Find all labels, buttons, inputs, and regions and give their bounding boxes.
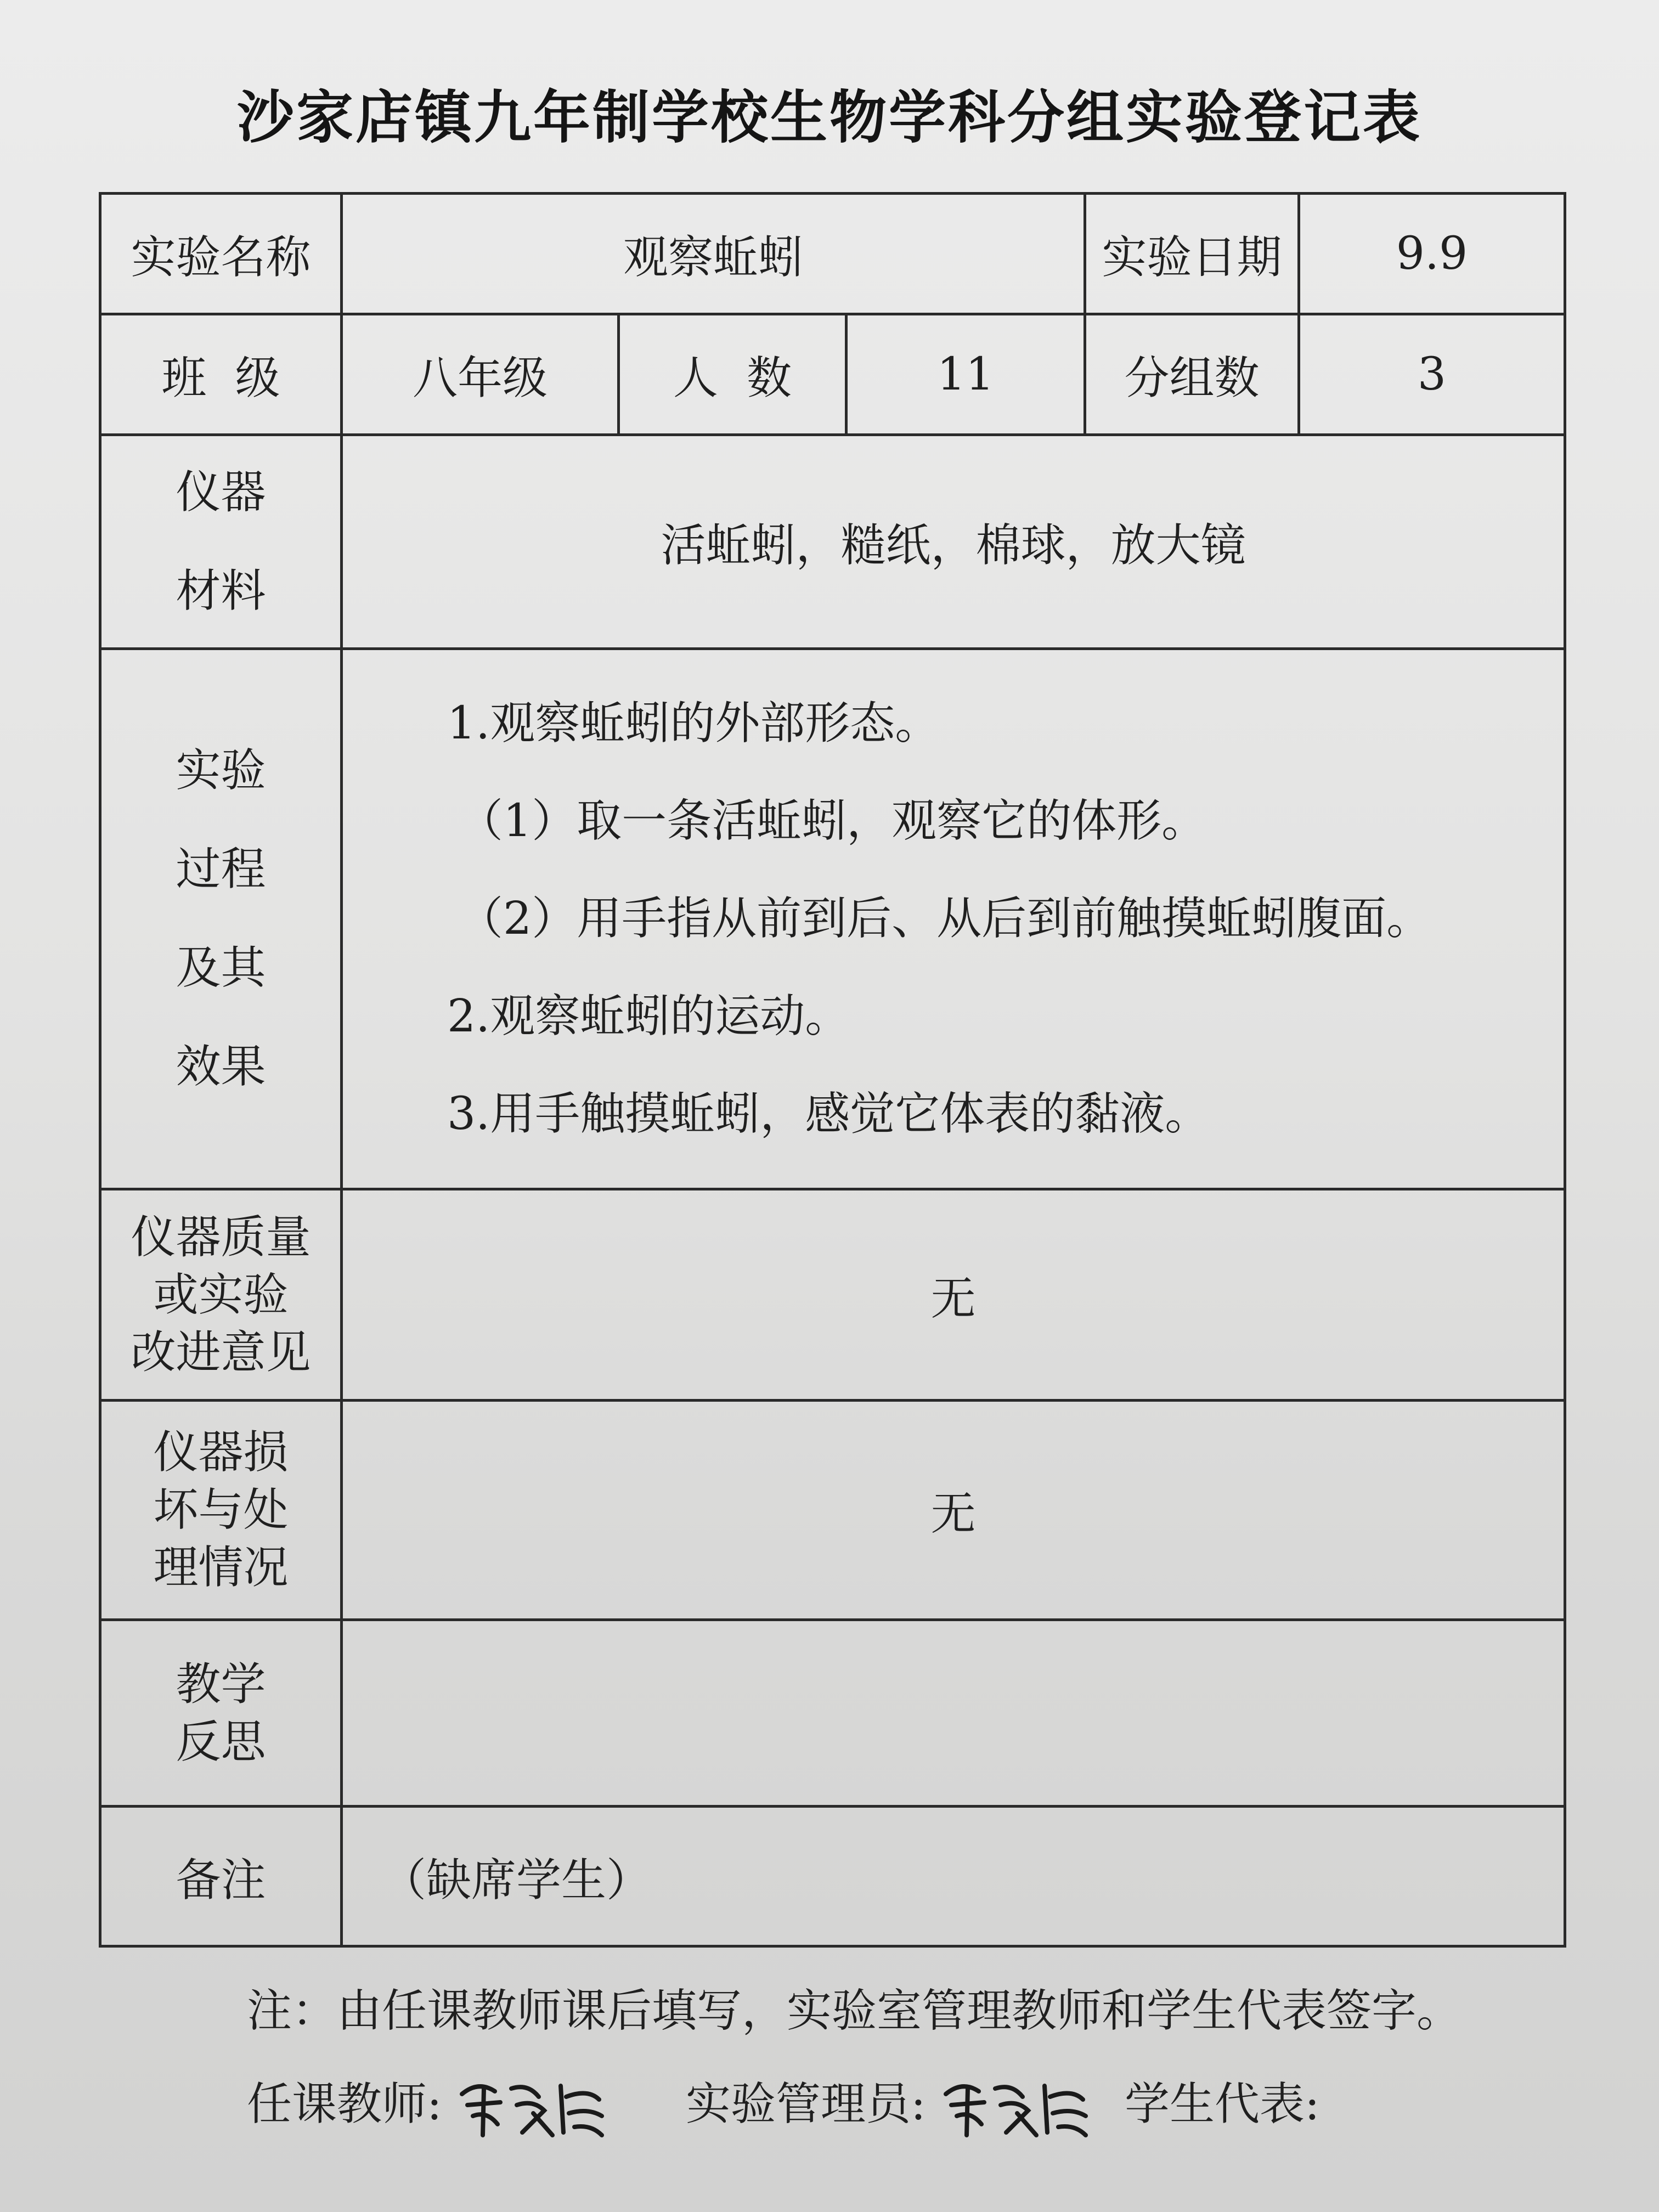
quality-label-line: 改进意见 (131, 1326, 311, 1379)
reflection-value (342, 1620, 1565, 1807)
remarks-label: 备注 (100, 1807, 342, 1946)
row-process (100, 649, 1565, 1189)
process-label-line: 及其 (176, 942, 266, 994)
damage-label-line: 仪器损 (153, 1426, 289, 1479)
process-label-line: 过程 (176, 843, 266, 895)
experiment-date-label: 实验日期 (1085, 194, 1299, 314)
student-count-label: 人 数 (619, 314, 847, 435)
reflection-label-line: 反思 (176, 1716, 266, 1768)
process-content (342, 649, 1565, 1189)
teacher-signature-block (247, 2068, 610, 2143)
quality-label-line: 或实验 (153, 1268, 289, 1321)
group-count-value: 3 (1299, 314, 1565, 435)
row-reflection (100, 1620, 1565, 1807)
materials-label (100, 435, 342, 649)
row-materials (100, 435, 1565, 649)
quality-label-line: 仪器质量 (131, 1211, 311, 1263)
process-label-line: 效果 (176, 1041, 266, 1093)
materials-label-line-2: 材料 (176, 565, 266, 617)
damage-label-line: 坏与处 (153, 1484, 289, 1536)
process-step: （1）取一条活蚯蚓，观察它的体形。 (458, 795, 1207, 847)
quality-value: 无 (342, 1189, 1565, 1401)
process-label-line: 实验 (176, 744, 266, 797)
process-step: （2）用手指从前到后、从后到前触摸蚯蚓腹面。 (458, 893, 1432, 945)
group-count-label: 分组数 (1085, 314, 1299, 435)
row-quality (100, 1189, 1565, 1401)
experiment-name-label: 实验名称 (100, 194, 342, 314)
quality-label (100, 1189, 342, 1401)
teacher-signature (456, 2072, 610, 2143)
process-label (100, 649, 342, 1189)
materials-value: 活蚯蚓，糙纸，棉球，放大镜 (342, 435, 1565, 649)
admin-label: 实验管理员: (686, 2078, 926, 2130)
class-value: 八年级 (342, 314, 619, 435)
student-rep-label: 学生代表: (1125, 2078, 1320, 2130)
experiment-name-value: 观察蚯蚓 (342, 194, 1085, 314)
admin-signature-block (686, 2068, 1094, 2143)
process-step: 3.用手触摸蚯蚓，感觉它体表的黏液。 (447, 1088, 1210, 1140)
reflection-label-line: 教学 (176, 1658, 266, 1711)
damage-value: 无 (342, 1401, 1565, 1620)
row-class-info (100, 314, 1565, 435)
damage-label-line: 理情况 (153, 1542, 289, 1594)
materials-label-line-1: 仪器 (176, 466, 266, 518)
class-label: 班 级 (100, 314, 342, 435)
reflection-label (100, 1620, 342, 1807)
process-step: 2.观察蚯蚓的运动。 (447, 990, 850, 1042)
form-title: 沙家店镇九年制学校生物学科分组实验登记表 (236, 84, 1422, 151)
teacher-label: 任课教师: (247, 2078, 442, 2130)
experiment-register-table (99, 192, 1566, 1948)
experiment-date-value: 9.9 (1299, 194, 1565, 314)
remarks-value: （缺席学生） (342, 1807, 1565, 1946)
footer-note: 注：由任课教师课后填写，实验室管理教师和学生代表签字。 (247, 1985, 1462, 2037)
student-count-value: 11 (847, 314, 1085, 435)
row-damage (100, 1401, 1565, 1620)
damage-label (100, 1401, 342, 1620)
row-remarks (100, 1807, 1565, 1946)
admin-signature (940, 2072, 1094, 2143)
process-step: 1.观察蚯蚓的外部形态。 (447, 697, 940, 749)
row-experiment-name (100, 194, 1565, 314)
